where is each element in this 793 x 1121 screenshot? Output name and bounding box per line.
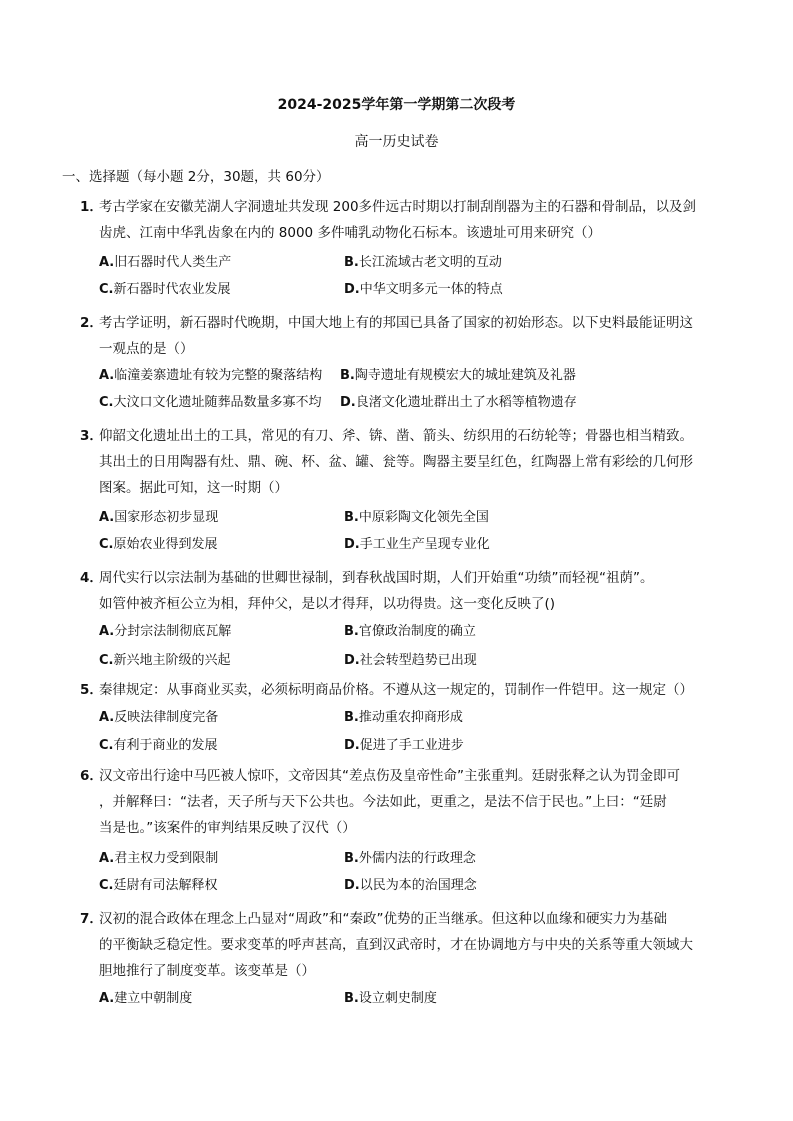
option-label: D. xyxy=(344,282,360,297)
option-b[interactable] xyxy=(340,367,576,385)
question-text-line: 当是也。”该案件的审判结果反映了汉代（） xyxy=(99,820,356,836)
section-heading: 一、选择题（每小题 2分，30题，共 60分） xyxy=(62,169,330,185)
option-d[interactable] xyxy=(344,536,490,554)
option-label: C. xyxy=(99,537,114,552)
option-label: A. xyxy=(99,851,115,866)
option-a[interactable] xyxy=(99,254,231,272)
question-text-line: 如管仲被齐桓公立为相，拜仲父，是以才得拜，以功得贵。这一变化反映了() xyxy=(99,596,556,612)
option-text: 分封宗法制彻底瓦解 xyxy=(114,624,232,639)
question-text-line: 周代实行以宗法制为基础的世卿世禄制，到春秋战国时期，人们开始重“功绩”而轻视“祖荫”。 xyxy=(99,570,654,586)
option-text: 以民为本的治国理念 xyxy=(359,878,477,893)
option-text: 廷尉有司法解释权 xyxy=(113,878,218,893)
option-text: 中原彩陶文化领先全国 xyxy=(358,510,489,525)
question-text-line: 考古学证明，新石器时代晚期，中国大地上有的邦国已具备了国家的初始形态。以下史料最能证明这 xyxy=(99,315,693,331)
option-b[interactable] xyxy=(344,850,476,868)
option-c[interactable] xyxy=(99,536,218,554)
exam-title: 2024-2025学年第一学期第二次段考 xyxy=(277,97,516,113)
option-label: D. xyxy=(344,738,360,753)
question-text-line: 考古学家在安徽芜湖人字洞遗址共发现 200多件远古时期以打制刮削器为主的石器和骨制品，以及剑 xyxy=(99,199,697,215)
question-text-line: ，并解释曰：“法者，天子所与天下公共也。今法如此，更重之，是法不信于民也。”上曰：“廷尉 xyxy=(99,794,667,810)
option-label: C. xyxy=(99,282,114,297)
option-text: 旧石器时代人类生产 xyxy=(114,255,232,270)
option-d[interactable] xyxy=(344,877,477,895)
option-a[interactable] xyxy=(99,509,218,527)
option-b[interactable] xyxy=(344,623,476,641)
option-text: 促进了手工业进步 xyxy=(359,738,464,753)
question-number: 3． xyxy=(80,428,103,444)
option-c[interactable] xyxy=(99,281,231,299)
option-text: 良渚文化遗址群出土了水稻等植物遗存 xyxy=(355,395,577,410)
option-label: A. xyxy=(99,624,115,639)
option-text: 临潼姜寨遗址有较为完整的聚落结构 xyxy=(114,368,323,383)
option-label: A. xyxy=(99,368,115,383)
option-d[interactable] xyxy=(344,281,503,299)
question-number: 2． xyxy=(80,315,103,331)
question-text-line: 胆地推行了制度变革。该变革是（） xyxy=(99,963,315,979)
option-label: C. xyxy=(99,738,114,753)
option-label: B. xyxy=(344,624,359,639)
option-text: 原始农业得到发展 xyxy=(113,537,218,552)
question-text-line: 一观点的是（） xyxy=(99,341,194,357)
question-number: 6． xyxy=(80,768,103,784)
option-a[interactable] xyxy=(99,367,322,385)
option-label: B. xyxy=(344,255,359,270)
question-text-line: 图案。据此可知，这一时期（） xyxy=(99,480,288,496)
option-label: A. xyxy=(99,510,115,525)
question-text-line: 其出土的日用陶器有灶、鼎、碗、杯、盆、罐、瓮等。陶器主要呈红色，红陶器上常有彩绘的几何形 xyxy=(99,454,693,470)
question-text-line: 秦律规定：从事商业买卖，必须标明商品价格。不遵从这一规定的，罚制作一件铠甲。这一规定（） xyxy=(99,682,693,698)
option-label: C. xyxy=(99,878,114,893)
option-b[interactable] xyxy=(344,990,437,1008)
question-number: 5． xyxy=(80,682,103,698)
question-text-line: 的平衡缺乏稳定性。要求变革的呼声甚高，直到汉武帝时，才在协调地方与中央的关系等重大领域大 xyxy=(99,937,693,953)
option-label: C. xyxy=(99,653,114,668)
option-text: 国家形态初步显现 xyxy=(114,510,219,525)
option-label: B. xyxy=(344,510,359,525)
option-b[interactable] xyxy=(344,509,489,527)
option-text: 设立刺史制度 xyxy=(358,991,437,1006)
question-number: 4． xyxy=(80,570,103,586)
option-label: A. xyxy=(99,255,115,270)
option-label: D. xyxy=(340,395,356,410)
option-text: 外儒内法的行政理念 xyxy=(358,851,476,866)
option-d[interactable] xyxy=(344,652,477,670)
option-label: A. xyxy=(99,710,115,725)
option-label: B. xyxy=(340,368,355,383)
option-label: B. xyxy=(344,710,359,725)
question-text-line: 汉文帝出行途中马匹被人惊吓，文帝因其“差点伤及皇帝性命”主张重判。廷尉张释之认为罚金即可 xyxy=(99,768,680,784)
option-label: D. xyxy=(344,653,360,668)
option-d[interactable] xyxy=(344,737,464,755)
option-text: 新兴地主阶级的兴起 xyxy=(113,653,231,668)
option-a[interactable] xyxy=(99,990,192,1008)
option-text: 社会转型趋势已出现 xyxy=(359,653,477,668)
option-a[interactable] xyxy=(99,623,231,641)
option-text: 长江流域古老文明的互动 xyxy=(358,255,502,270)
question-text-line: 仰韶文化遗址出土的工具，常见的有刀、斧、锛、凿、箭头、纺织用的石纺轮等；骨器也相当精致。 xyxy=(99,428,693,444)
option-text: 陶寺遗址有规模宏大的城址建筑及礼器 xyxy=(354,368,576,383)
option-a[interactable] xyxy=(99,850,218,868)
option-text: 手工业生产呈现专业化 xyxy=(359,537,490,552)
option-b[interactable] xyxy=(344,709,463,727)
option-c[interactable] xyxy=(99,877,218,895)
option-c[interactable] xyxy=(99,652,231,670)
option-label: B. xyxy=(344,991,359,1006)
option-label: D. xyxy=(344,537,360,552)
question-number: 7． xyxy=(80,911,103,927)
option-label: D. xyxy=(344,878,360,893)
question-number: 1． xyxy=(80,199,103,215)
option-text: 反映法律制度完备 xyxy=(114,710,219,725)
option-text: 推动重农抑商形成 xyxy=(358,710,463,725)
option-text: 君主权力受到限制 xyxy=(114,851,219,866)
option-a[interactable] xyxy=(99,709,218,727)
question-text-line: 齿虎、江南中华乳齿象在内的 8000 多件哺乳动物化石标本。该遗址可用来研究（） xyxy=(99,225,601,241)
option-text: 有利于商业的发展 xyxy=(113,738,218,753)
option-label: A. xyxy=(99,991,115,1006)
question-text-line: 汉初的混合政体在理念上凸显对“周政”和“秦政”优势的正当继承。但这种以血缘和硬实力为基础 xyxy=(99,911,667,927)
option-c[interactable] xyxy=(99,737,218,755)
option-text: 新石器时代农业发展 xyxy=(113,282,231,297)
option-text: 中华文明多元一体的特点 xyxy=(359,282,503,297)
option-text: 大汶口文化遗址随葬品数量多寡不均 xyxy=(113,395,322,410)
exam-subtitle: 高一历史试卷 xyxy=(354,134,439,150)
option-text: 建立中朝制度 xyxy=(114,991,193,1006)
option-d[interactable] xyxy=(340,394,577,412)
option-c[interactable] xyxy=(99,394,322,412)
option-label: B. xyxy=(344,851,359,866)
option-text: 官僚政治制度的确立 xyxy=(358,624,476,639)
option-b[interactable] xyxy=(344,254,502,272)
option-label: C. xyxy=(99,395,114,410)
